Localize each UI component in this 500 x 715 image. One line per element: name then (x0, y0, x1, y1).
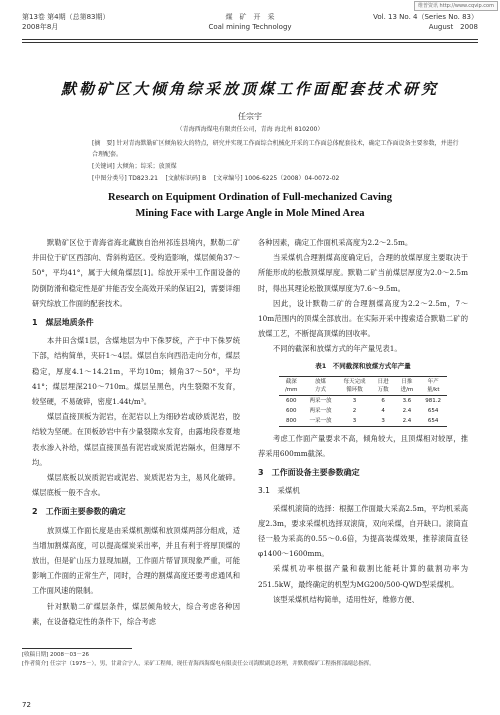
author-bio: 任宗宇（1975－），男，甘肃合宁人，采矿工程师，现任青海西海煤电有限责任公司海默副总经理，并默勒煤矿工程指挥部副总指挥。 (50, 661, 375, 667)
table-cell: 3 (381, 417, 385, 424)
table-cell: 3 (352, 417, 357, 424)
geology-paragraph-1: 本井田含煤1层，含煤地层为中下侏罗统，产于中下侏罗统下部，结构简单，夹矸1～4层。煤层自东向西沿走向分布，煤层稳定，厚度4.1～14.21m，平均10m；倾角37～50°，平均41°；煤层埋深210～710m。煤层呈黑色，内生裂隙不发育，较坚硬，不易破碎，密度1.44t/m³。 (32, 336, 240, 407)
section-heading-3: 3 工作面设备主要参数确定 (258, 468, 360, 478)
left-column (32, 235, 240, 629)
abstract (92, 138, 460, 160)
table-cell: 2.4 (402, 417, 412, 424)
table-cell: 3 (352, 397, 357, 404)
table-cell: 6 (381, 397, 385, 404)
table-row (279, 416, 447, 427)
output-table (279, 376, 447, 427)
header-journal-cn: 煤 矿 开 采 (225, 13, 275, 21)
table-cell: 2.4 (402, 407, 412, 414)
shearer-paragraph-2: 采煤机功率根据产量和截割比能耗计算的截割功率为251.5kW，最终确定的机型为MG200/500-QWD型采煤机。 (258, 564, 468, 589)
table-cell: 2 (352, 407, 357, 414)
table-header-cell: 日推 进/m (400, 378, 414, 393)
table-cell: 654 (427, 407, 439, 414)
params-paragraph-7: 考虑工作面产量要求不高，倾角较大，且顶煤相对较厚，推荐采用600mm截深。 (258, 433, 468, 459)
table-cell: 981.2 (425, 397, 442, 404)
abstract-text: 针对青海默勒矿区倾角较大的特点，研究并实现工作面综合机械化开采的工作面总体配套技术，确定工作面设备主要参数，并进行合理配套。 (92, 140, 459, 158)
table-cell: 两采一放 (309, 397, 332, 404)
author-name: 任宗宇 (238, 112, 262, 121)
params-paragraph-2: 针对默勒二矿煤层条件，煤层倾角较大，综合考虑各种因素，在设备稳定性的条件下，综合考虑 (32, 601, 240, 626)
table-header-cell: 放煤 方式 (315, 378, 327, 393)
footnote-rule (22, 648, 132, 649)
clc-value: TD823.21 (128, 175, 158, 182)
received-label: [收稿日期] (22, 652, 49, 658)
header-volume: Vol. 13 No. 4（Series No. 83） (373, 13, 478, 21)
geology-paragraph-3: 煤层底板以炭质泥岩或泥岩、炭质泥岩为主，易风化破碎。煤层底板一般不含水。 (32, 473, 240, 498)
table-header-cell: 截深 /mm (284, 378, 298, 393)
keywords-label: [关键词] (92, 163, 115, 170)
table-cell: 800 (285, 417, 297, 424)
header-rule (22, 39, 478, 40)
header-rule-thin (22, 42, 478, 43)
shearer-paragraph-1: 采煤机滚筒的选择：根据工作面最大采高2.5m，平均机采高度2.3m，要求采煤机选择双滚筒，双向采煤，自开缺口。滚筒直径一般为采高的0.55～0.6倍，为提高装煤效果，推荐滚筒直径φ1400～1600mm。 (258, 503, 468, 559)
footnote (22, 651, 478, 669)
author-bio-label: [作者简介] (22, 661, 49, 667)
table-header-cell: 每天完成 循环数 (343, 378, 366, 393)
keywords-value: 大倾角；综采；放顶煤 (116, 163, 177, 170)
subsection-heading-3-1: 3.1 采煤机 (258, 486, 300, 496)
params-paragraph-6: 不同的截深和放煤方式的年产量见表1。 (273, 344, 402, 354)
right-column (258, 235, 468, 607)
params-paragraph-3: 各种因素，确定工作面机采高度为2.2～2.5m。 (258, 238, 413, 247)
header-issue: 第13卷 第4期（总第83期） (22, 13, 110, 21)
classification-line (92, 173, 460, 184)
table-cell: 一采一放 (309, 417, 332, 424)
author-affiliation: （青海西海煤电有限责任公司，青海 海北州 810200） (176, 126, 324, 133)
table-cell: 600 (285, 407, 297, 414)
params-paragraph-5: 因此，设计默勒二矿的合理割煤高度为2.2～2.5m，7～10m范围内的顶煤全部放出。在实际开采中搜索适合默勒二矿的放煤工艺，不断提高顶煤的回收率。 (258, 298, 468, 339)
table-cell: 两采一放 (309, 407, 332, 414)
table-cell: 4 (381, 407, 385, 414)
params-paragraph-1: 放顶煤工作面长度是由采煤机割煤和放顶煤两部分组成，适当增加割煤高度，可以提高煤炭采出率，并且有利于将厚顶煤的放出，但是矿山压力显现加剧，工作面片帮冒顶现象严重，可能影响工作面的正常生产，同时，合理的割煤高度还要考虑通风和工作面风速的限制。 (32, 525, 240, 596)
table-cell: 3.6 (402, 397, 412, 404)
paper-title: 默勒矿区大倾角综采放顶煤工作面配套技术研究 (60, 80, 439, 98)
table-header-cell: 日进 万数 (377, 378, 389, 393)
shearer-paragraph-3: 该型采煤机结构简单，适用性好，维修方便、 (273, 594, 419, 604)
keywords (92, 161, 460, 172)
intro-paragraph: 默勒矿区位于青海省海北藏族自治州祁连县境内，默勒二矿井田位于矿区西部向、背斜构造区。受构造影响，煤层倾角37～50°，平均41°，属于大倾角煤层[1]。综放开采中工作面设备的防倒防滑和稳定性是矿井能否安全高效开采的保证[2]，需要详细研究综放工作面的配套技术。 (32, 238, 240, 308)
journal-header (22, 12, 478, 36)
table-header-cell: 年产 量/kt (426, 378, 440, 393)
site-watermark: 维普资讯 http://www.cqvip.com (414, 1, 498, 11)
header-month: August 2008 (428, 23, 478, 31)
table-cell: 600 (285, 397, 297, 404)
header-journal-en: Coal mining Technology (208, 23, 292, 31)
doc-code-label: [文献标识码] (165, 175, 201, 182)
doc-code-value: B (202, 175, 207, 182)
title-en-line2: Mining Face with Large Angle in Mole Mined Area (135, 208, 365, 219)
table-cell: 654 (427, 417, 439, 424)
abstract-label: [摘 要] (92, 140, 115, 147)
page-number: 72 (22, 701, 31, 709)
received-date: 2008－03－26 (50, 652, 90, 658)
table-row (279, 395, 447, 406)
clc-label: [中图分类号] (92, 175, 127, 182)
table-row (279, 406, 447, 416)
params-paragraph-4: 当采煤机合理割煤高度确定后，合理的放煤厚度主要取决于所能形成的松散顶煤厚度。默勒二矿当前煤层厚度为2.0～2.5m时，得出其理论松散顶煤厚度为7.6～9.5m。 (258, 253, 468, 293)
header-date: 2008年8月 (22, 23, 59, 31)
table-caption: 表1 不同截深和放煤方式年产量 (315, 361, 411, 370)
title-en-line1: Research on Equipment Ordination of Full-mechanized Caving (108, 192, 392, 203)
geology-paragraph-2: 煤层直接顶板为泥岩，在泥岩以上为细砂岩或砂质泥岩，胶结较为坚硬。在顶板砂岩中有少量裂隙水发育，由露地段春夏地表水渗入补给，煤层直接顶虽有泥岩或炭质泥岩隔水，但薄厚不均。 (32, 412, 240, 467)
section-heading-1: 1 煤层地质条件 (32, 318, 94, 328)
section-heading-2: 2 工作面主要参数的确定 (32, 507, 126, 517)
article-id-label: [文章编号] (213, 175, 243, 182)
article-id-value: 1006-6225（2008）04-0072-02 (244, 175, 340, 182)
